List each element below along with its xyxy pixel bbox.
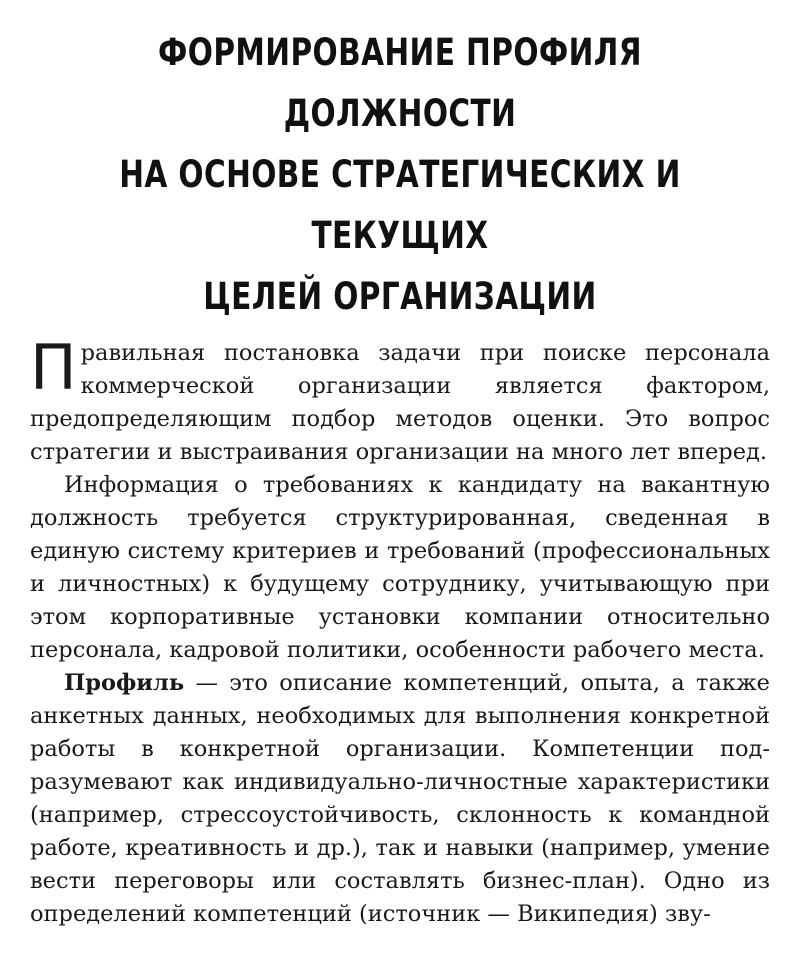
paragraph-1 xyxy=(30,331,770,469)
paragraph-1-text: равильная постановка задачи при поиске персонала коммерческой организации является фактором, предопределяющим подбор методов оценки. Это вопрос стратегии и выстраивания организации на много лет вперед. xyxy=(30,340,770,465)
chapter-title-line-3: ЦЕЛЕЙ ОРГАНИЗАЦИИ xyxy=(203,275,597,318)
chapter-title xyxy=(96,22,704,327)
chapter-title-line-2: НА ОСНОВЕ СТРАТЕГИЧЕСКИХ И ТЕКУЩИХ xyxy=(119,153,681,257)
paragraph-3 xyxy=(30,667,770,931)
term-profile: Профиль xyxy=(64,670,185,696)
paragraph-3-text: — это описание компетенций, опыта, а также анкетных данных, необходимых для выполнения конкретной работы в конкретной организации. Компетенции подразумевают как индивидуально-личностные характеристики (например, стрессоустойчивость, склонность к командной работе, креативность и др.), так и навыки (например, умение вести переговоры или составлять бизнес-план). Одно из определений компетенций (источник — Википедия) зву- xyxy=(30,670,770,927)
paragraph-2 xyxy=(30,469,770,667)
paragraph-2-text: Информация о требованиях к кандидату на вакантную должность требуется структурированная, сведенная в единую систему критериев и требований (профессиональных и личностных) к будущему сотруднику, учитывающую при этом корпоративные установки компании относительно персонала, кадровой политики, особенности рабочего места. xyxy=(30,472,770,663)
drop-cap: П xyxy=(30,331,77,404)
body-text xyxy=(30,331,770,931)
chapter-title-line-1: ФОРМИРОВАНИЕ ПРОФИЛЯ ДОЛЖНОСТИ xyxy=(158,31,642,135)
